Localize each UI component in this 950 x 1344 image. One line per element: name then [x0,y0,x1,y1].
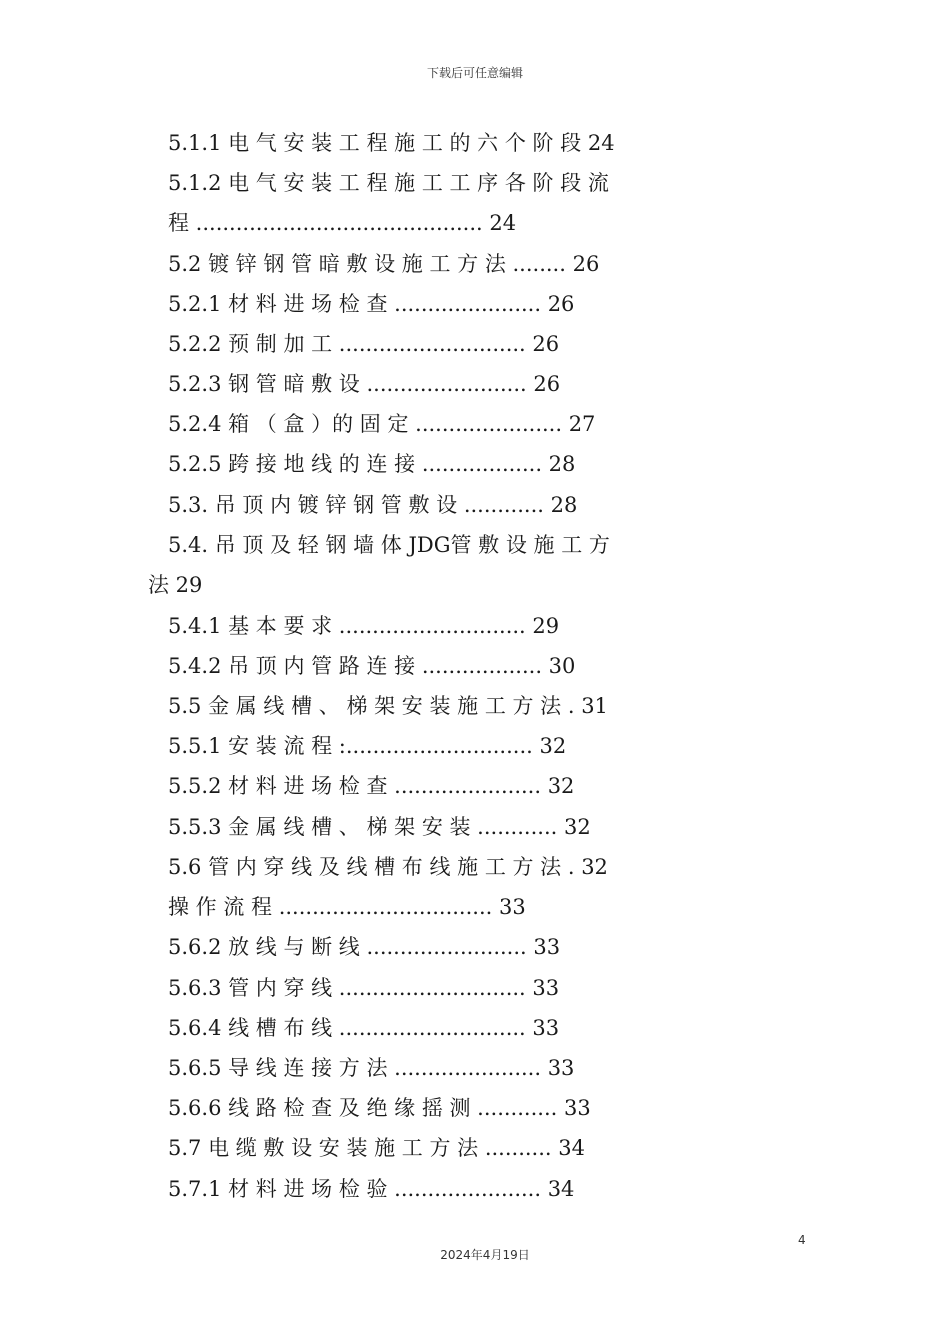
toc-entry: 5.6.3 管 内 穿 线 ............................ 33 [168,976,560,1000]
toc-entry: 程 ........................................... 24 [168,211,517,235]
toc-entry: 5.2.3 钢 管 暗 敷 设 ........................ 26 [168,372,561,396]
toc-entry: 5.4.2 吊 顶 内 管 路 连 接 .................. 30 [168,654,576,678]
toc-entry: 5.6.5 导 线 连 接 方 法 ...................... 33 [168,1056,575,1080]
page-number: 4 [798,1233,806,1247]
toc-entry: 5.6 管 内 穿 线 及 线 槽 布 线 施 工 方 法 . 32 [168,855,608,879]
footer-date: 2024年4月19日 [440,1248,530,1262]
toc-entry: 5.7.1 材 料 进 场 检 验 ...................... 34 [168,1177,575,1201]
toc-entry: 5.4.1 基 本 要 求 ............................ 29 [168,614,560,638]
toc-entry: 5.2.5 跨 接 地 线 的 连 接 .................. 28 [168,452,576,476]
toc-entry: 5.5.1 安 装 流 程 :............................ 32 [168,734,567,758]
toc-entry: 5.4. 吊 顶 及 轻 钢 墙 体 JDG管 敷 设 施 工 方 [168,533,610,557]
toc-entry: 5.5.3 金 属 线 槽 、 梯 架 安 装 ............ 32 [168,815,591,839]
toc-entry: 5.5.2 材 料 进 场 检 查 ...................... 32 [168,774,575,798]
toc-entry: 5.6.4 线 槽 布 线 ............................ 33 [168,1016,560,1040]
toc-entry: 5.2.4 箱 （ 盒 ）的 固 定 ...................... 27 [168,412,596,436]
toc-entry: 5.6.2 放 线 与 断 线 ........................ 33 [168,935,561,959]
toc-entry: 5.5 金 属 线 槽 、 梯 架 安 装 施 工 方 法 . 31 [168,694,608,718]
toc-entry: 5.1.1 电 气 安 装 工 程 施 工 的 六 个 阶 段 24 [168,131,615,155]
toc-entry: 5.2 镀 锌 钢 管 暗 敷 设 施 工 方 法 ........ 26 [168,252,600,276]
toc-entry: 5.2.1 材 料 进 场 检 查 ...................... 26 [168,292,575,316]
toc-entry: 5.2.2 预 制 加 工 ............................ 26 [168,332,560,356]
toc-entry: 操 作 流 程 ................................ 33 [168,895,526,919]
toc-entry: 5.7 电 缆 敷 设 安 装 施 工 方 法 .......... 34 [168,1136,585,1160]
toc-entry: 5.3. 吊 顶 内 镀 锌 钢 管 敷 设 ............ 28 [168,493,578,517]
toc-entry: 5.1.2 电 气 安 装 工 程 施 工 工 序 各 阶 段 流 [168,171,609,195]
page-header: 下载后可任意编辑 [426,66,523,80]
toc-entry: 5.6.6 线 路 检 查 及 绝 缘 摇 测 ............ 33 [168,1096,591,1120]
toc-entry: 法 29 [148,573,203,597]
